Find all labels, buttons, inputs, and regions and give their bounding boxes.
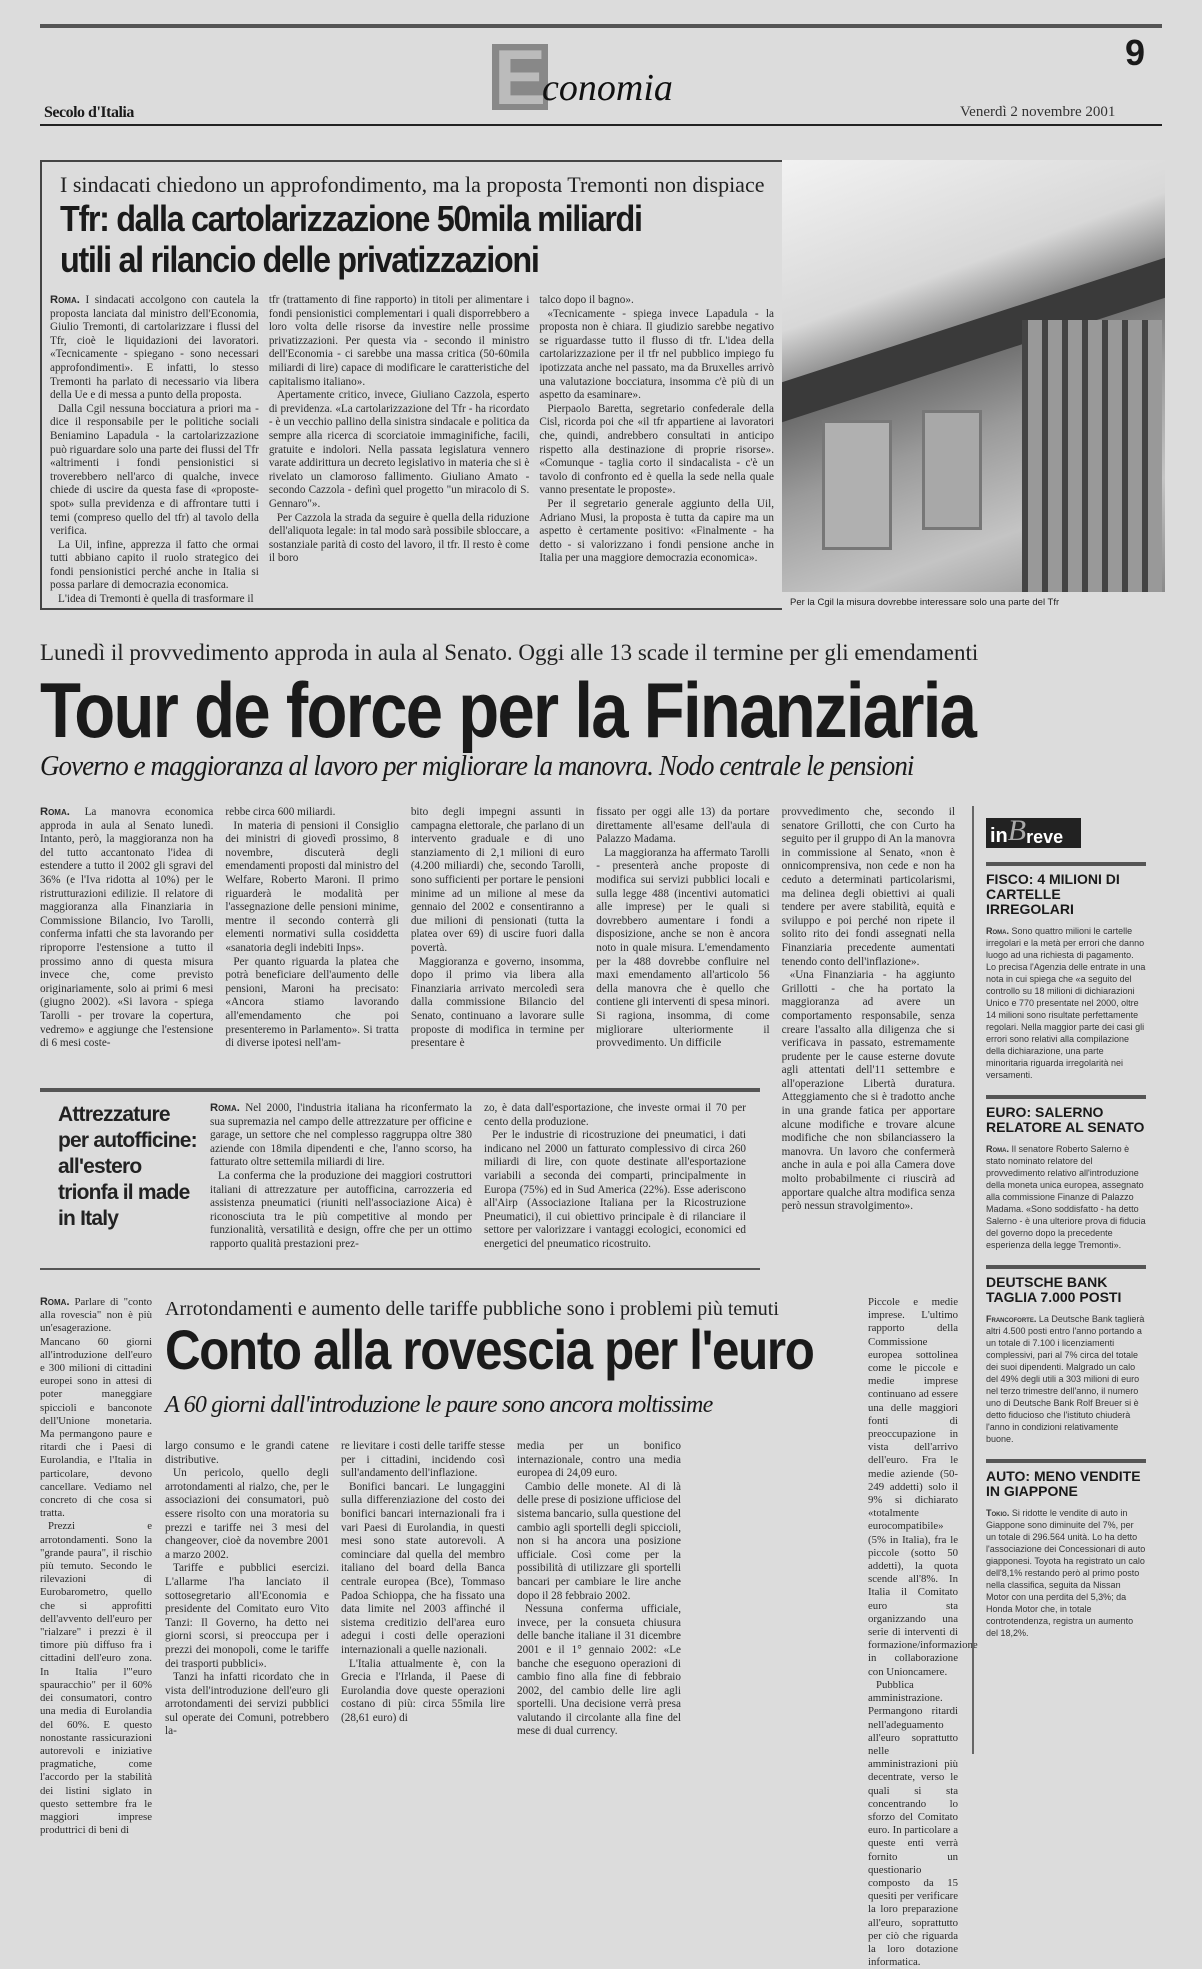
article-headline: Conto alla rovescia per l'euro [165,1318,814,1381]
article-column: largo consumo e le grandi catene distributive. Un pericolo, quello degli arrotondamenti al rialzo, che, per le associazioni dei consumatori, può essere risolto con una moratoria su prezzi e tariffe nei 3 mesi del changeover, cioè da novembre 2001 a marzo 2002. Tariffe e pubblici esercizi. L'allarme l'ha lanciato il sottosegretario all'Economia e presidente del Comitato euro Vito Tanzi: Il Governo, ha detto nei giorni scorsi, si preoccupa per i prezzi dei monopoli, come le tariffe dei trasporti pubblici». Tanzi ha infatti ricordato che in vista dell'introduzione dell'euro gli arrotondamenti dei servizi pubblici sul operate dei Comuni, potrebbero la- [165,1440,329,1738]
article-column: fissato per oggi alle 13) da portare direttamente all'esame dell'aula di Palazzo Madama. La maggioranza ha affermato Tarolli - presenterà anche proposte di modifica sui servizi pubblici locali e sulla legge 488 (incentivi automatici alle imprese) per le quali si dovrebbero aumentare i fondi a disposizione, anche se non è ancora noto in quale misura. L'emendamento per la 488 dovrebbe confluire nel maxi emendamento all'articolo 56 della manovra che è quello che contiene gli interventi di spesa minori. Si ragiona, insomma, di come migliorare ulteriormente il provvedimento. Un difficile [596,806,770,1050]
article-attrezzature [40,1088,760,1270]
article-column: talco dopo il bagno». «Tecnicamente - spiega invece Lapadula - la proposta non è chiara. Il giudizio sarebbe negativo se riguardasse tutto il flusso di tfr. L'idea della cartolarizzazione per il tfr nel pubblico impiego fu ipotizzata anche nel passato, ma da Bruxelles arrivò una valutazione bocciatura, insomma c'è più di un aspetto da esaminare». Pierpaolo Baretta, segretario confederale della Cisl, ricorda poi che «il tfr appartiene ai lavoratori che, quindi, andrebbero consultati in anticipo rispetto alla destinazione di proprie risorse». «Comunque - taglia corto il sindacalista - c'è un tavolo di confronto ed è quella la sede nella quale vanno presentate le proposte». Per il segretario generale aggiunto della Uil, Adriano Musi, la proposta è tutta da capire ma un aspetto è certamente positivo: «Finalmente - ha detto - si valorizzano i fondi pensione anche in Italia per una maggiore democrazia economica». [539,294,774,565]
page-number: 9 [1125,32,1146,73]
brief-item: FISCO: 4 MILIONI DI CARTELLE IRREGOLARI Roma. Sono quattro milioni le cartelle irregolari e la metà per errori che danno luogo ad una richiesta di pagamento. Lo precisa l'Agenzia delle entrate in una nota in cui spiega che «a seguito del controllo su 18 milioni di dichiarazioni Unico e 770 presentate nel 2000, oltre 14 milioni sono risultate perfettamente regolari. Nella maggior parte dei casi gli errori sono relativi alla compilazione della dichiarazione, una parte minoritaria riguarda irregolarità nei versamenti. [986,862,1146,1081]
brief-item: AUTO: MENO VENDITE IN GIAPPONE Tokio. Si ridotte le vendite di auto in Giappone sono diminuite del 7%, per un totale di 296.564 unità. Lo ha detto l'associazione dei Concessionari di auto giapponesi. Toyota ha registrato un calo dell'8,1% restando però al primo posto nella classifica, seguita da Nissan Motor con una perdita del 5,3%; da Honda Motor che, in totale controtendenza, registra un aumento del 18,2%. [986,1459,1146,1639]
article-headline: Tour de force per la Finanziaria [40,666,976,754]
article-headline: utili al rilancio delle privatizzazioni [60,239,539,280]
article-euro-body [165,1440,855,1739]
section-initial: E [494,33,547,121]
in-breve-logo: in B reve [986,818,1081,848]
article-photo [782,160,1165,592]
article-tfr [40,160,782,610]
article-column: Roma. Parlare di "conto alla rovescia" non è più un'esagerazione. Mancano 60 giorni all'introduzione dell'euro e 300 milioni di cittadini europei sono in attesi di poter maneggiare spiccioli e banconote dell'Unione monetaria. Ma permangono paure e ritardi che i Paesi di Eurolandia, e l'Italia in particolare, devono cancellare. Vediamo nel concreto di che cosa si tratta. Prezzi e arrotondamenti. Sono la "grande paura", il rischio più temuto. Secondo le rilevazioni di Eurobarometro, quello che si approfitti dell'avvento dell'euro per "rialzare" i prezzi è il timore più diffuso fra i cittadini dell'euro zona. In Italia l'"euro spauracchio" per il 60% dei consumatori, contro una media di Eurolandia del 60%. E questo nonostante rassicurazioni autorevoli e iniziative pragmatiche, come l'accordo per la stabilità dei listini siglato in questo settembre fra le maggiori imprese produttrici di beni di [40,1296,153,1837]
section-rest: conomia [542,67,673,109]
article-column: rebbe circa 600 miliardi. In materia di pensioni il Consiglio dei ministri di giovedì prossimo, 8 novembre, discuterà degli emendamenti proposti dal ministro del Welfare, Roberto Maroni. Il primo riguarderà le modalità per l'assegnazione delle pensioni minime, mentre il secondo conterrà gli elementi normativi sulla cosiddetta «sanatoria degli indebiti Inps». Per quanto riguarda la platea che potrà beneficiare dell'aumento delle pensioni, Maroni ha precisato: «Ancora stiamo lavorando all'emendamento che poi presenteremo in Parlamento». Si tratta di diverse ipotesi nell'am- [225,806,399,1050]
masthead-rule [40,124,1162,126]
paper-name: Secolo d'Italia [44,104,134,121]
article-column: Piccole e medie imprese. L'ultimo rapporto della Commissione europea sottolinea come le piccole e medie imprese continuano ad essere una delle maggiori fonti di preoccupazione in vista dell'arrivo dell'euro. Fra le medie aziende (50-249 addetti) solo il 9% si dichiarato «totalmente eurocompatibile» (5% in Italia), fra le piccole (sotto 50 addetti), la quota scende all'8%. In Italia il Comitato euro sta organizzando una serie di interventi di formazione/informazione in collaborazione con Unioncamere. Pubblica amministrazione. Permangono ritardi nell'adeguamento all'euro soprattutto nelle amministrazioni più decentrate, verso le quali si sta concentrando lo sforzo del Comitato euro. In particolare a queste enti verrà fornito un questionario composto da 15 quesiti per verificare la loro preparazione all'euro, soprattutto per ciò che riguarda la loro dotazione informatica. [868,1296,978,1969]
brief-item: EURO: SALERNO RELATORE AL SENATO Roma. Il senatore Roberto Salerno è stato nominato relatore del provvedimento relativo all'introduzione della moneta unica europea, assegnato alla commissione Finanze di Palazzo Madama. «Sono soddisfatto - ha detto Salerno - è una ulteriore prova di fiducia del governo dopo la precedente esperienza della legge Tremonti». [986,1095,1146,1251]
article-column: tfr (trattamento di fine rapporto) in titoli per alimentare i fondi pensionistici complementari i quali disporrebbero a loro volta delle risorse da investire nelle prossime privatizzazioni. Per questa via - secondo il ministro dell'Economia - ci sarebbe una massa critica (50-60mila miliardi di lire) capace di modificare le caratteristiche del capitalismo italiano». Apertamente critico, invece, Giuliano Cazzola, esperto di previdenza. «La cartolarizzazione del Tfr - ha ricordato - è un vecchio pallino della sinistra sindacale e politica da sempre alla ricerca di scorciatoie immaginifiche, facili, gratuite e indolori. Nella passata legislatura vennero varate addirittura un decreto legislativo in materia che si è rivelato un clamoroso fallimento. Giuliano Amato - secondo Cazzola - definì quel progetto "un miracolo di S. Gennaro"». Per Cazzola la strada da seguire è quella della riduzione dell'aliquota legale: in tal modo sarà possibile sbloccare, a sostanziale parità di costo del lavoro, il tfr. Il resto è come il boro [268,294,530,565]
article-subtitle: Governo e maggioranza al lavoro per migliorare la manovra. Nodo centrale le pensioni [40,750,914,782]
article-column: media per un bonifico internazionale, contro una media europea di 24,09 euro. Cambio delle monete. Al di là delle prese di posizione ufficiose del sistema bancario, sulla questione del cambio agli sportelli degli spiccioli, non si ha ancora una posizione ufficiale. Così come per la possibilità di utilizzare gli sportelli bancari per cambiare le lire anche dopo il 28 febbraio 2002. Nessuna conferma ufficiale, invece, per la consueta chiusura delle banche italiane il 31 dicembre 2001 e il 1° gennaio 2002: «Le banche che eseguono operazioni di cambio fino alla fine di febbraio 2002, del cambio delle lire agli sportelli. Una decisione verrà presa valutando il circolante alla fine del mese di dual currency. [517,1440,681,1738]
top-rule [40,24,1162,28]
article-column: Roma. I sindacati accolgono con cautela la proposta lanciata dal ministro dell'Economia, Giulio Tremonti, di cartolarizzare i flussi del Tfr, cioè le liquidazioni dei lavoratori. «Tecnicamente - spiegano - sono necessari approfondimenti». E infatti, lo stesso Tremonti ha parlato di necessario via libera della Ue e di messa a punto della proposta. Dalla Cgil nessuna bocciatura a priori ma - dice il responsabile per le politiche sociali Beniamino Lapadula - la cartolarizzazione può riguardare solo una parte dei flussi del Tfr «altrimenti i fondi pensionistici si troverebbero nell'arco di qualche, invece chiede di uscire da questa fase di «proposte-spot» sulla previdenza e di affrontare tutti i temi (compreso quello del tfr) al tavolo della verifica. La Uil, infine, apprezza il fatto che ormai tutti abbiano capito il ruolo strategico dei fondi pensionistici perché anche in Italia si possa parlare di democrazia economica. L'idea di Tremonti è quella di trasformare il [50,294,259,606]
article-subtitle: A 60 giorni dall'introduzione le paure sono ancora moltissime [165,1392,713,1418]
article-headline: Tfr: dalla cartolarizzazione 50mila miliardi [60,198,642,239]
brief-item: DEUTSCHE BANK TAGLIA 7.000 POSTI Francoforte. La Deutsche Bank taglierà altri 4.500 posti entro l'anno portando a un totale di 7.100 i licenziamenti complessivi, pari al 7% circa del totale dei suoi dipendenti. Malgrado un calo del 49% degli utili a 303 milioni di euro nel terzo trimestre dell'anno, il numero uno di Deutsche Bank Rolf Breuer si è detto fiducioso che l'istituto chiuderà l'anno in condizioni relativamente buone. [986,1265,1146,1445]
article-column: Roma. La manovra economica approda in aula al Senato lunedì. Intanto, però, la maggioranza non ha del tutto accantonato l'idea di estendere a tutto il 2002 gli sgravi del 36% (e l'Iva ridotta al 10%) per le ristrutturazioni edilizie. Il relatore di maggioranza alla Finanziaria in Commissione Bilancio, Ivo Tarolli, conferma infatti che sta lavorando per riproporre l'estensione a tutto il prossimo anno di questa misura invece che, come previsto originariamente, solo ai primi 6 mesi (giugno 2002). «Si lavora - spiega Tarolli - per trovare la copertura, vedremo» e aggiunge che l'estensione di 6 mesi coste- [40,806,214,1050]
article-column: zo, è data dall'esportazione, che investe ormai il 70 per cento della produzione. Per le industrie di ricostruzione dei pneumatici, i dati indicano nel 2000 un fatturato complessivo di circa 260 miliardi di lire, con quote destinate all'esportazione variabili a seconda dei comparti, principalmente in Europa (75%) ed in Sud America (22%). Esse aderiscono all'Airp (Associazione Italiana per la Ricostruzione Pneumatici), il cui obiettivo principale è di rilanciare il settore per valorizzare i vantaggi ecologici, economici ed energetici del pneumatico ricostruito. [484,1102,746,1250]
article-column: provvedimento che, secondo il senatore Grillotti, che con Curto ha seguito per il gruppo di An la manovra in commissione al Senato, «non è onnicomprensiva, non cede e non ha ceduto a determinati particolarismi, ma delinea degli obiettivi ai quali tendere per avere stabilità, equità e sviluppo e poi perché non ripete il solito rito dei fondi assegnati nella Finanziaria precedente aumentati tenendo conto dell'inflazione». «Una Finanziaria - ha aggiunto Grillotti - che ha portato la maggioranza ad avere un comportamento responsabile, senza creare l'assalto alla diligenza che si verificava in passato, estremamente prudente per le cause esterne dovute agli attentati dell'11 settembre e all'operazione Libertà duratura. Atteggiamento che si è tradotto anche in una grande fatica per apportare alcune modifiche e trovare alcune modifiche che non sbilanciassero la manovra. Un lavoro che confermerà anche in aula e poi alla Camera dove molto probabilmente ci riuscirà ad apportare qualche altra modifica senza però nessun stravolgimento». [781,806,956,1213]
article-kicker: I sindacati chiedono un approfondimento, ma la proposta Tremonti non dispiace [60,172,765,197]
issue-date: Venerdì 2 novembre 2001 [960,104,1116,120]
article-headline: Attrezzature per autofficine: all'estero trionfa il made in Italy [58,1103,197,1230]
article-kicker: Arrotondamenti e aumento delle tariffe pubbliche sono i problemi più temuti [165,1298,779,1320]
article-kicker: Lunedì il provvedimento approda in aula al Senato. Oggi alle 13 scade il termine per gli emendamenti [40,640,979,665]
in-breve-sidebar [972,806,1152,1754]
article-column: re lievitare i costi delle tariffe stesse per i cittadini, incidendo così sull'andamento dell'inflazione. Bonifici bancari. Le lungaggini sulla differenziazione del costo dei bonifici bancari internazionali fra i vari Paesi di Eurolandia, in questi mesi sono state autorevoli. A cominciare dal quella del membro italiano del board della Banca centrale europea (Bce), Tommaso Padoa Schioppa, che ha fissato una data limite nel 2003 affinché il sistema creditizio dell'area euro adegui i costi delle operazioni internazionali a quelle nazionali. L'Italia attualmente è, con la Grecia e l'Irlanda, il Paese di Eurolandia dove queste operazioni costano di più: circa 55mila lire (28,61 euro) di [341,1440,505,1724]
article-column: bito degli impegni assunti in campagna elettorale, che parlano di un intervento graduale e di uno stanziamento di 2,1 milioni di euro (4.200 miliardi) che, secondo Tarolli, sono sufficienti per portare le pensioni minime ad un milione al mese da gennaio del 2002 e consentiranno a due milioni di pensionati (tutta la platea over 69) di uscire fuori dalla povertà. Maggioranza e governo, insomma, dopo il primo via libera alla Finanziaria arrivato mercoledì sera dalla commissione Bilancio del Senato, continuano a lavorare sulle proposte di modifica in termine per presentare è [410,806,585,1050]
photo-caption: Per la Cgil la misura dovrebbe interessare solo una parte del Tfr [790,597,1060,608]
section-title [492,33,673,121]
article-column: Roma. Nel 2000, l'industria italiana ha riconfermato la sua supremazia nel campo delle attrezzature per officine e garage, un settore che nel complesso raggruppa oltre 380 aziende con 18mila dipendenti e che, l'anno scorso, ha fatturato oltre settemila miliardi di lire. La conferma che la produzione dei maggiori costruttori italiani di attrezzature per autofficina, carrozzeria ed assistenza pneumatici (riuniti nell'associazione Aica) è riconosciuta tra le più competitive al mondo per funzionalità, versatilità e design, offre che per un ottimo rapporto qualità prestazioni prez- [210,1102,473,1250]
